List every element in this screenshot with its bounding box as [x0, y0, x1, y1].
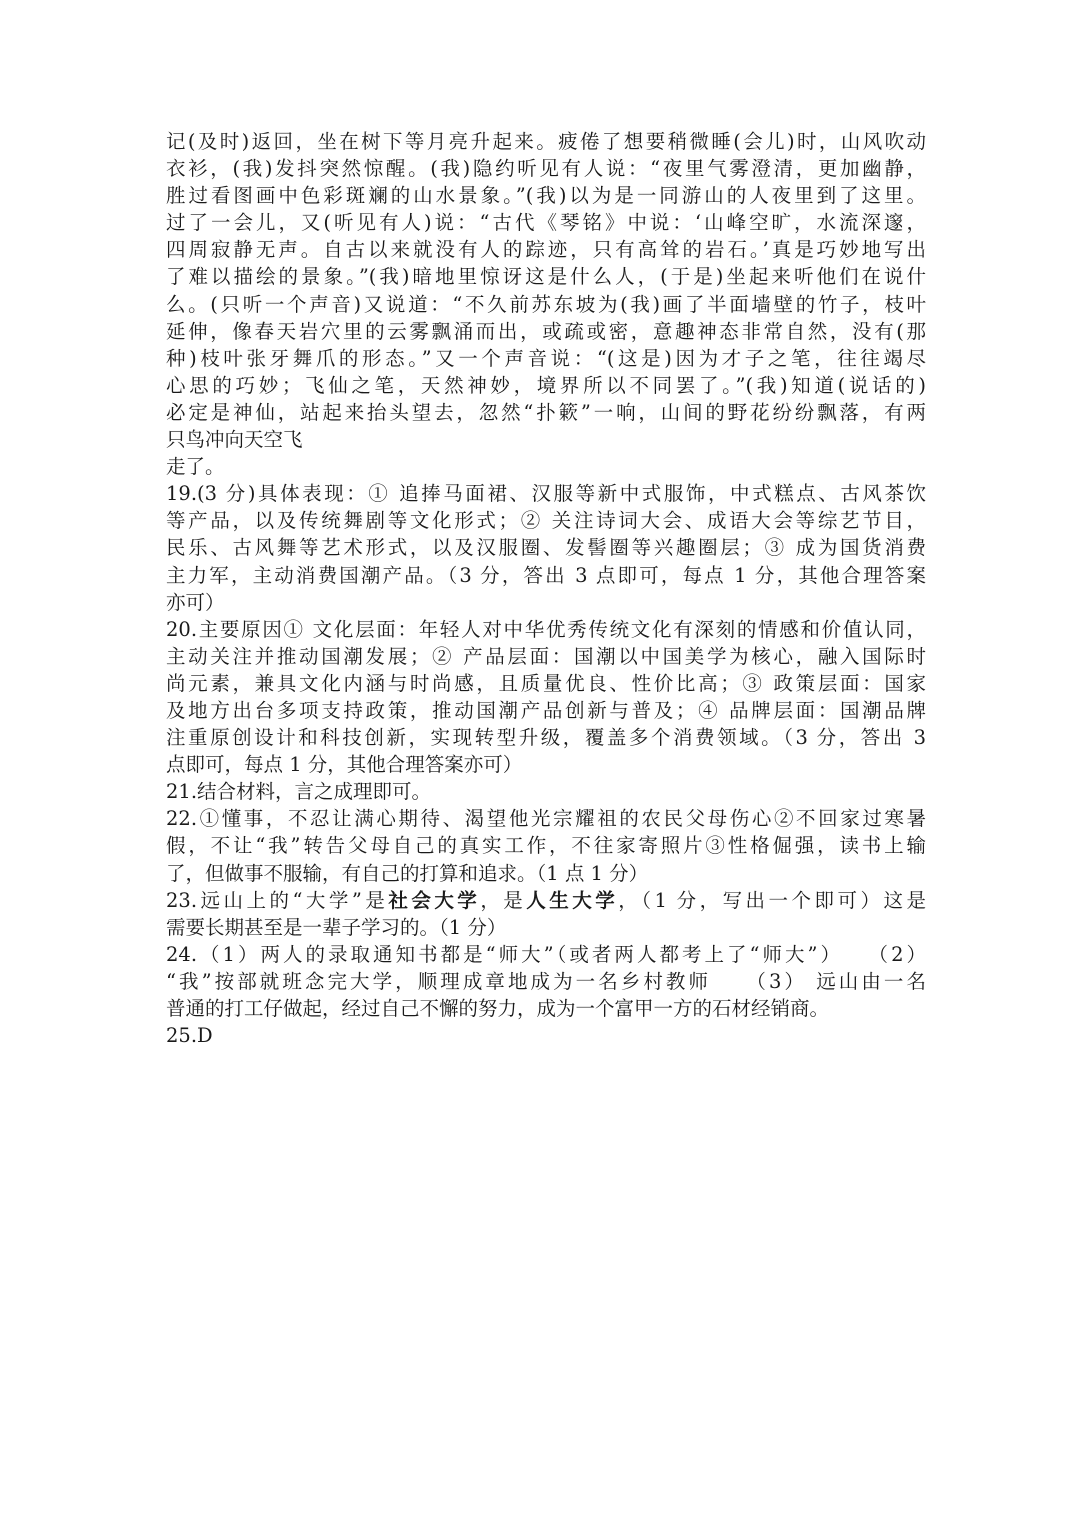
answer-23-term-life-university: 人生大学	[526, 888, 619, 912]
text-line: 种)枝叶张牙舞爪的形态。”又一个声音说：“(这是)因为才子之笔，往往竭尽	[166, 346, 926, 370]
text-line: 21.结合材料，言之成理即可。	[166, 780, 432, 804]
answer-key-document	[166, 128, 926, 1049]
text-line: 记(及时)返回，坐在树下等月亮升起来。疲倦了想要稍微睡(会儿)时，山风吹动	[166, 130, 926, 153]
text-line: 及地方出台多项支持政策，推动国潮产品创新与普及；④ 品牌层面：国潮品牌	[166, 698, 926, 722]
text-line: 点即可，每点 1 分，其他合理答案亦可）	[166, 753, 523, 777]
answer-25	[166, 1022, 926, 1049]
answer-20	[166, 616, 926, 779]
answer-23-term-social-university: 社会大学	[388, 888, 481, 912]
text-line: 需要长期甚至是一辈子学习的。（1 分）	[166, 915, 507, 939]
answer-21	[166, 778, 926, 805]
translation-passage	[166, 128, 926, 480]
answer-22	[166, 805, 926, 886]
text-line: 走了。	[166, 455, 225, 479]
text-line: 主动关注并推动国潮发展；② 产品层面：国潮以中国美学为核心，融入国际时	[166, 644, 926, 668]
text-line: 亦可）	[166, 590, 225, 614]
text-line: 民乐、古风舞等艺术形式，以及汉服圈、发髻圈等兴趣圈层；③ 成为国货消费	[166, 536, 926, 560]
text-line: 胜过看图画中色彩斑斓的山水景象。”(我)以为是一同游山的人夜里到了这里。	[166, 184, 926, 208]
answer-24	[166, 941, 926, 1022]
text-line: 25.D	[166, 1024, 213, 1048]
text-line: 心思的巧妙；飞仙之笔，天然神妙，境界所以不同罢了。”(我)知道(说话的)	[166, 373, 926, 397]
text-line: 19.(3 分)具体表现：① 追捧马面裙、汉服等新中式服饰，中式糕点、古风茶饮	[166, 482, 926, 506]
text-line: 普通的打工仔做起，经过自己不懈的努力，成为一个富甲一方的石材经销商。	[166, 997, 830, 1020]
text-line: “我”按部就班念完大学，顺理成章地成为一名乡村教师 （3） 远山由一名	[166, 969, 926, 993]
text-line	[166, 887, 926, 914]
text-line: 么。(只听一个声音)又说道：“不久前苏东坡为(我)画了半面墙壁的竹子，枝叶	[166, 292, 926, 316]
text-line: 只鸟冲向天空飞	[166, 428, 303, 452]
answer-23	[166, 887, 926, 941]
answer-23-suffix: ，（1 分，写出一个即可）这是	[618, 888, 926, 912]
text-line: 假，不让“我”转告父母自己的真实工作，不往家寄照片③性格倔强，读书上输	[166, 834, 926, 858]
text-line: 四周寂静无声。自古以来就没有人的踪迹，只有高耸的岩石。’真是巧妙地写出	[166, 238, 926, 262]
text-line: 延伸，像春天岩穴里的云雾飘涌而出，或疏或密，意趣神态非常自然，没有(那	[166, 319, 926, 343]
text-line: 必定是神仙，站起来抬头望去，忽然“扑簌”一响，山间的野花纷纷飘落，有两	[166, 400, 926, 424]
answer-19	[166, 480, 926, 615]
answer-23-prefix: 23.远山上的“大学”是	[166, 888, 389, 912]
text-line: 尚元素，兼具文化内涵与时尚感，且质量优良、性价比高；③ 政策层面：国家	[166, 671, 926, 695]
text-line: 了，但做事不服输，有自己的打算和追求。（1 点 1 分）	[166, 861, 649, 885]
text-line: 20.主要原因① 文化层面：年轻人对中华优秀传统文化有深刻的情感和价值认同，	[166, 617, 926, 641]
text-line: 24.（1）两人的录取通知书都是“师大”（或者两人都考上了“师大”） （2）	[166, 942, 926, 966]
text-line: 过了一会儿，又(听见有人)说：“古代《琴铭》中说：‘山峰空旷，水流深邃，	[166, 211, 926, 235]
text-line: 22.①懂事，不忍让满心期待、渴望他光宗耀祖的农民父母伤心②不回家过寒暑	[166, 807, 926, 831]
text-line: 了难以描绘的景象。”(我)暗地里惊讶这是什么人，(于是)坐起来听他们在说什	[166, 265, 926, 289]
text-line: 等产品，以及传统舞剧等文化形式；② 关注诗词大会、成语大会等综艺节目，	[166, 509, 926, 533]
answer-23-separator: ，是	[480, 888, 527, 912]
text-line: 注重原创设计和科技创新，实现转型升级，覆盖多个消费领域。（3 分，答出 3	[166, 726, 926, 750]
text-line: 衣衫，(我)发抖突然惊醒。(我)隐约听见有人说：“夜里气雾澄清，更加幽静，	[166, 157, 926, 181]
text-line: 主力军，主动消费国潮产品。（3 分，答出 3 点即可，每点 1 分，其他合理答案	[166, 563, 926, 587]
